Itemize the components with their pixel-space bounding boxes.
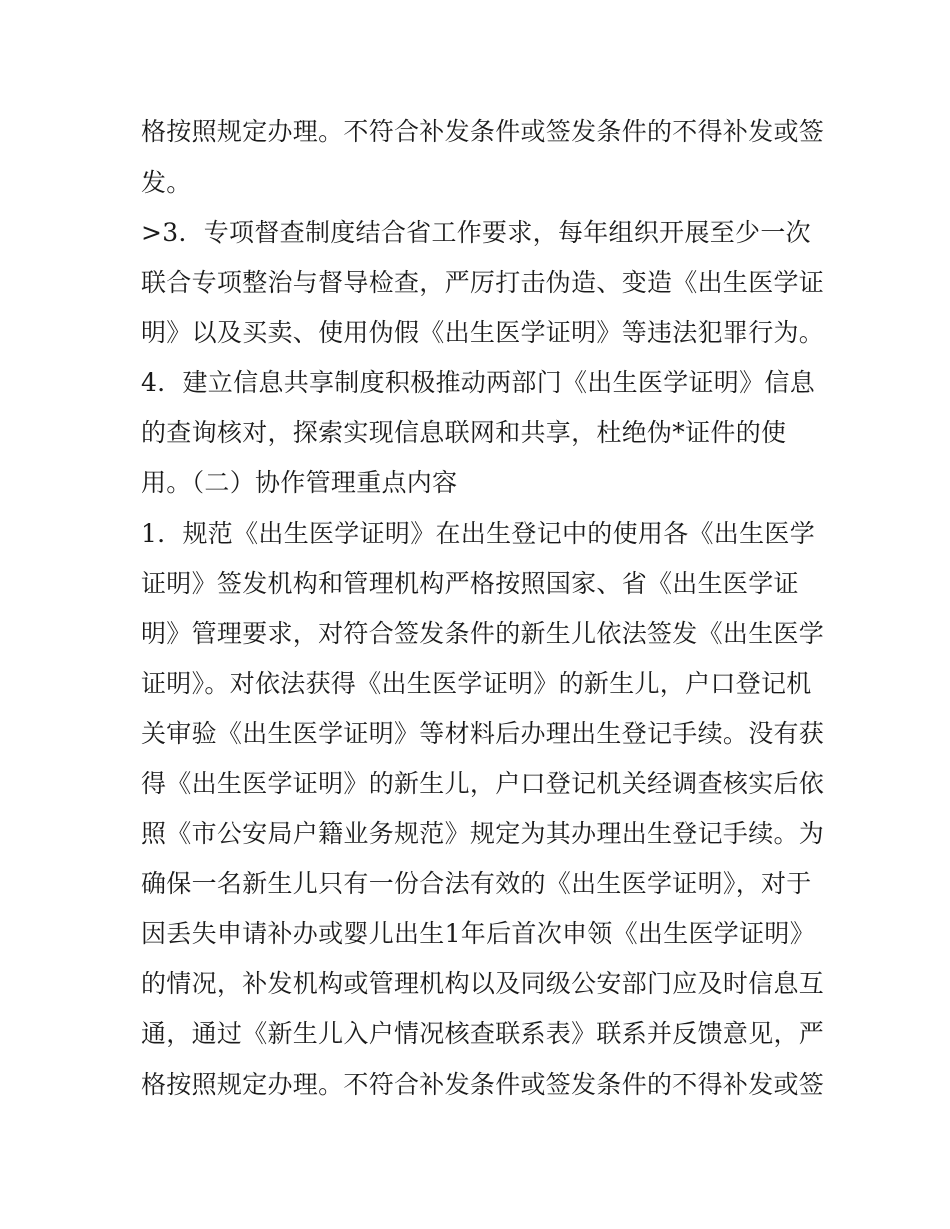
text-line: 的情况，补发机构或管理机构以及同级公安部门应及时信息互 <box>141 969 825 998</box>
text-line: 4．建立信息共享制度积极推动两部门《出生医学证明》信息 <box>141 368 816 397</box>
text-line: 格按照规定办理。不符合补发条件或签发条件的不得补发或签 <box>141 117 825 146</box>
text-line: 的查询核对，探索实现信息联网和共享，杜绝伪*证件的使 <box>141 418 787 447</box>
text-line: 明》以及买卖、使用伪假《出生医学证明》等违法犯罪行为。 <box>141 318 825 347</box>
text-line: 1．规范《出生医学证明》在出生登记中的使用各《出生医学 <box>141 519 816 548</box>
text-line: 关审验《出生医学证明》等材料后办理出生登记手续。没有获 <box>141 719 825 748</box>
text-line: 证明》签发机构和管理机构严格按照国家、省《出生医学证 <box>141 569 799 598</box>
text-line: 明》管理要求，对符合签发条件的新生儿依法签发《出生医学 <box>141 619 825 648</box>
text-line: 因丢失申请补办或婴儿出生1年后首次申领《出生医学证明》 <box>141 919 816 948</box>
text-line: 确保一名新生儿只有一份合法有效的《出生医学证明》，对于 <box>141 869 812 898</box>
text-line: 联合专项整治与督导检查，严厉打击伪造、变造《出生医学证 <box>141 268 825 297</box>
section-heading-line: 用。（二）协作管理重点内容 <box>141 468 458 497</box>
text-line: 发。 <box>141 168 192 197</box>
text-line: 证明》。对依法获得《出生医学证明》的新生儿，户口登记机 <box>141 669 812 698</box>
text-line: 得《出生医学证明》的新生儿，户口登记机关经调查核实后依 <box>141 769 825 798</box>
text-line: >3．专项督查制度结合省工作要求，每年组织开展至少一次 <box>141 218 811 247</box>
text-line: 通，通过《新生儿入户情况核查联系表》联系并反馈意见，严 <box>141 1019 825 1048</box>
text-line: 照《市公安局户籍业务规范》规定为其办理出生登记手续。为 <box>141 819 825 848</box>
text-line: 格按照规定办理。不符合补发条件或签发条件的不得补发或签 <box>141 1070 825 1099</box>
